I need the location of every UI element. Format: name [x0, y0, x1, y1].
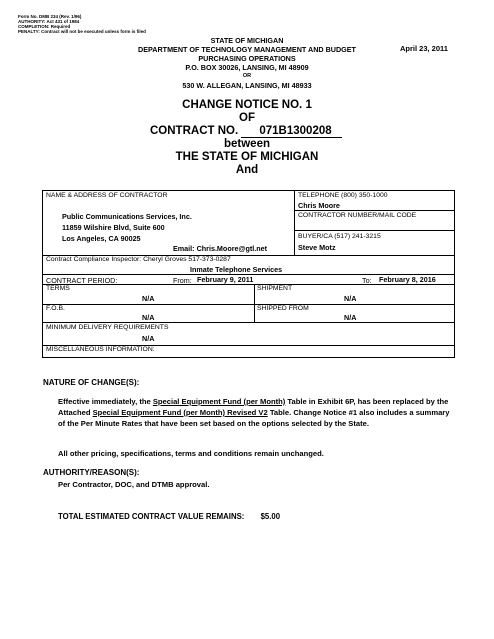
- min-delivery-label: MINIMUM DELIVERY REQUIREMENTS: [46, 324, 169, 331]
- form-metadata: [18, 14, 146, 34]
- contract-services: Inmate Telephone Services: [190, 265, 283, 274]
- period-from-label: From:: [173, 276, 192, 285]
- terms-label: TERMS: [46, 285, 70, 292]
- form-completion: COMPLETION: Required: [18, 24, 71, 29]
- contractor-name: Public Communications Services, Inc.: [62, 212, 192, 221]
- header-or: OR: [242, 73, 252, 79]
- shipped-from-label: SHIPPED FROM: [257, 305, 309, 312]
- contract-period-label: CONTRACT PERIOD:: [46, 276, 118, 285]
- contractor-divider: [294, 190, 295, 255]
- terms-value: N/A: [142, 294, 155, 303]
- contact-name: Chris Moore: [298, 201, 340, 210]
- form-penalty: PENALTY: Contract will not be executed unless form is filed: [18, 29, 146, 34]
- title-of: OF: [239, 112, 255, 124]
- nature-of-change-heading: NATURE OF CHANGE(S):: [43, 378, 140, 387]
- title-party: THE STATE OF MICHIGAN: [175, 151, 319, 163]
- buyer-name: Steve Motz: [298, 243, 336, 252]
- contractor-street: 11859 Wilshire Blvd, Suite 600: [62, 223, 165, 232]
- change-text-1: Effective immediately, the: [58, 397, 153, 406]
- change-description: [58, 396, 458, 429]
- min-delivery-value: N/A: [142, 334, 155, 343]
- special-equipment-fund-ref: Special Equipment Fund (per Month): [152, 397, 286, 406]
- contractor-name-label: NAME & ADDRESS OF CONTRACTOR: [46, 192, 168, 199]
- header-state: STATE OF MICHIGAN: [210, 36, 284, 45]
- period-from-date: February 9, 2011: [197, 275, 254, 284]
- shipment-label: SHIPMENT: [257, 285, 293, 292]
- header-address-1: P.O. BOX 30026, LANSING, MI 48909: [185, 63, 309, 72]
- terms-vertical-divider: [254, 284, 255, 322]
- contractor-city: Los Angeles, CA 90025: [62, 234, 141, 243]
- shipped-from-value: N/A: [344, 313, 357, 322]
- notice-date: April 23, 2011: [400, 44, 448, 53]
- fob-label: F.O.B.: [46, 305, 65, 312]
- min-delivery-divider: [42, 322, 455, 323]
- change-text-3: Table. Change Notice #1 also includes a summary of the Per Minute Rates that have been set based on the options selected by the State.: [58, 408, 450, 428]
- form-number: Form No. DMB 234 (Rev. 1/96): [18, 14, 82, 19]
- authority-text: Per Contractor, DOC, and DTMB approval.: [58, 480, 210, 489]
- header-department: DEPARTMENT OF TECHNOLOGY MANAGEMENT AND BUDGET: [138, 45, 356, 54]
- header-address-2: 530 W. ALLEGAN, LANSING, MI 48933: [182, 81, 312, 90]
- pricing-unchanged-note: All other pricing, specifications, terms and conditions remain unchanged.: [58, 449, 324, 458]
- period-to-date: February 8, 2016: [379, 275, 436, 284]
- contract-number-label: CONTRACT NO.: [150, 125, 239, 137]
- title-and: And: [235, 164, 259, 176]
- misc-info-label: MISCELLANEOUS INFORMATION:: [46, 346, 155, 353]
- fob-value: N/A: [142, 313, 155, 322]
- total-label: TOTAL ESTIMATED CONTRACT VALUE REMAINS:: [58, 512, 245, 521]
- notice-title: CHANGE NOTICE NO. 1: [182, 99, 312, 111]
- total-contract-value: [58, 512, 280, 521]
- contractor-number-label: CONTRACTOR NUMBER/MAIL CODE: [298, 212, 417, 219]
- authority-heading: AUTHORITY/REASON(S):: [43, 468, 140, 477]
- period-to-label: To:: [362, 276, 372, 285]
- revised-table-ref: Special Equipment Fund (per Month) Revised V2: [92, 408, 268, 417]
- header-division: PURCHASING OPERATIONS: [198, 54, 296, 63]
- buyer-label: BUYER/CA (517) 241-3215: [298, 233, 381, 240]
- contractor-number-divider: [294, 230, 455, 231]
- shipment-value: N/A: [344, 294, 357, 303]
- total-amount: $5.00: [260, 512, 281, 521]
- title-between: between: [223, 138, 270, 150]
- fob-divider: [42, 304, 455, 305]
- telephone-label: TELEPHONE (800) 350-1000: [298, 192, 388, 199]
- contract-number: 071B1300208: [241, 125, 341, 138]
- contract-number-line: [150, 125, 342, 138]
- contractor-email: Email: Chris.Moore@gtl.net: [173, 244, 268, 253]
- form-authority: AUTHORITY: Act 431 of 1984: [18, 19, 80, 24]
- telephone-divider: [294, 210, 455, 211]
- compliance-inspector: Contract Compliance Inspector: Cheryl Groves 517-373-0287: [46, 256, 231, 263]
- change-text-2: Table in Exhibit 6P, has been replaced by the Attached: [58, 397, 449, 417]
